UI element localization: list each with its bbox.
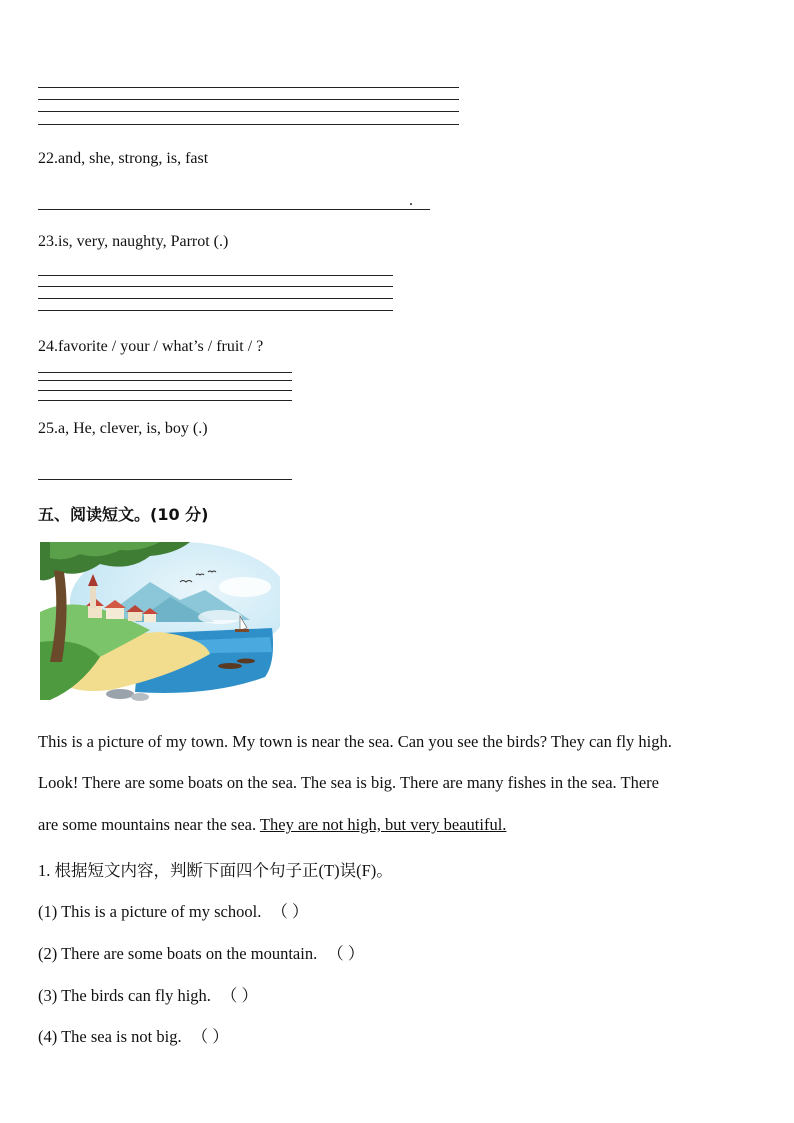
true-false-item-1 [38,898,308,922]
answer-line[interactable] [38,87,459,88]
answer-bracket[interactable]: （ ） [220,986,259,1005]
item-text: (4) The sea is not big. [38,1027,182,1046]
answer-bracket[interactable]: （ ） [271,902,309,921]
item-text: (3) The birds can fly high. [38,986,211,1005]
passage-text: are some mountains near the sea. [38,815,260,834]
answer-period: . [409,192,413,209]
underlined-sentence: They are not high, but very beautiful. [259,815,507,834]
answer-bracket[interactable]: （ ） [191,1027,229,1046]
question-text: and, she, strong, is, fast [58,150,209,167]
answer-line[interactable] [38,479,292,480]
question-25 [38,420,208,438]
section-heading: 五、阅读短文。(10 分) [38,505,209,524]
question-text: favorite / your / what’s / fruit / ? [58,338,264,355]
answer-line[interactable] [38,275,393,276]
item-text: (1) This is a picture of my school. [38,902,262,921]
item-text: (2) There are some boats on the mountain. [38,944,318,963]
question-number: 24. [38,338,58,355]
answer-line[interactable] [38,400,292,401]
answer-line[interactable] [38,310,393,311]
answer-line[interactable] [38,111,459,112]
answer-line[interactable] [38,209,430,210]
true-false-item-4 [38,1023,229,1047]
passage-line-1: This is a picture of my town. My town is near the sea. Can you see the birds? They can fly high. [38,732,672,751]
answer-line[interactable] [38,390,292,391]
answer-line[interactable] [38,372,292,373]
task-instruction: 1. 根据短文内容，判断下面四个句子正(T)误(F)。 [38,861,393,880]
question-text: is, very, naughty, Parrot (.) [58,233,229,250]
answer-bracket[interactable]: （ ） [327,944,365,963]
passage-line-2: Look! There are some boats on the sea. The sea is big. There are many fishes in the sea. There [38,773,659,792]
answer-line[interactable] [38,286,393,287]
question-number: 22. [38,150,58,167]
answer-line[interactable] [38,298,393,299]
true-false-item-2 [38,940,364,964]
question-number: 23. [38,233,58,250]
question-text: a, He, clever, is, boy (.) [58,420,208,437]
question-23 [38,233,228,251]
passage-line-3 [38,815,506,835]
question-22 [38,150,208,168]
question-number: 25. [38,420,58,437]
answer-line[interactable] [38,380,292,381]
answer-line[interactable] [38,124,459,125]
true-false-item-3 [38,982,258,1006]
seaside-town-illustration [40,542,280,704]
answer-line[interactable] [38,99,459,100]
question-24 [38,338,263,356]
